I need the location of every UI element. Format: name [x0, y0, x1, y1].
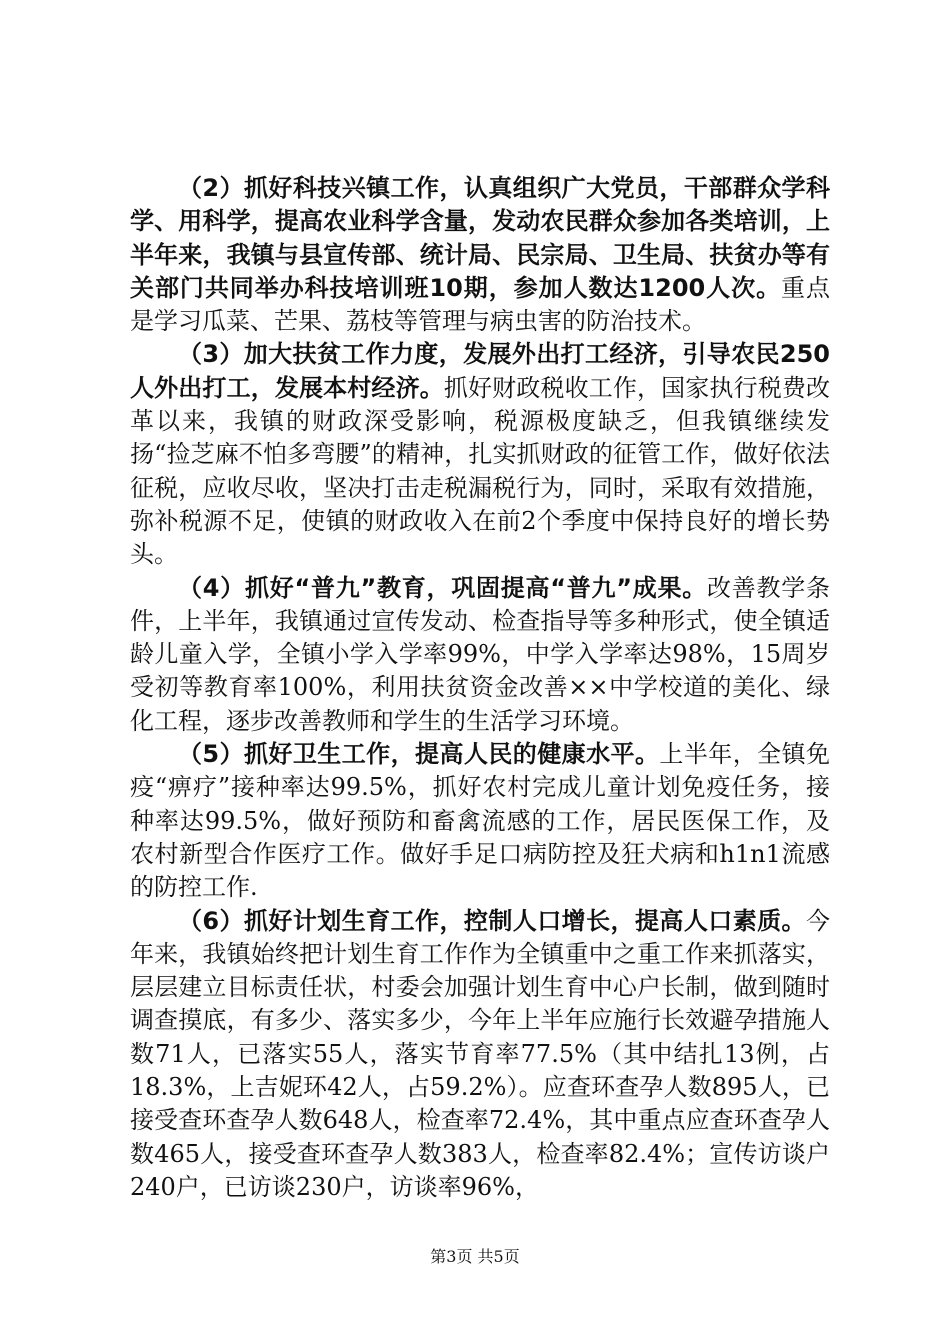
paragraph-6-heading: （6）抓好计划生育工作，控制人口增长，提高人口素质。 — [178, 906, 806, 935]
paragraph-5-body: 上半年，全镇免疫“痹疗”接种率达99.5%，抓好农村完成儿童计划免疫任务，接种率达99.5%，做好预防和畜禽流感的工作，居民医保工作，及农村新型合作医疗工作。做好手足口病防控及狂犬病和h1n1流感的防控工作. — [130, 740, 830, 902]
paragraph-6 — [130, 905, 830, 1205]
paragraph-6-body: 今年来，我镇始终把计划生育工作作为全镇重中之重工作来抓落实，层层建立目标责任状，村委会加强计划生育中心户长制，做到随时调查摸底，有多少、落实多少，今年上半年应施行长效避孕措施人数71人，已落实55人，落实节育率77.5%（其中结扎13例，占18.3%，上吉妮环42人，占59.2%）。应查环查孕人数895人，已接受查环查孕人数648人，检查率72.4%，其中重点应查环查孕人数465人，接受查环查孕人数383人，检查率82.4%；宣传访谈户240户，已访谈230户，访谈率96%， — [130, 906, 830, 1201]
paragraph-3 — [130, 338, 830, 571]
paragraph-5 — [130, 738, 830, 904]
paragraph-3-heading: （3）加大扶贫工作力度，发展外出打工经济，引导农民250人外出打工，发展本村经济。 — [130, 340, 830, 402]
paragraph-3-body: 抓好财政税收工作，国家执行税费改革以来，我镇的财政深受影响，税源极度缺乏，但我镇继续发扬“捡芝麻不怕多弯腰”的精神，扎实抓财政的征管工作，做好依法征税，应收尽收，坚决打击走税漏税行为，同时，采取有效措施，弥补税源不足，使镇的财政收入在前2个季度中保持良好的增长势头。 — [130, 373, 831, 569]
paragraph-4-body: 改善教学条件，上半年，我镇通过宣传发动、检查指导等多种形式，使全镇适龄儿童入学，全镇小学入学率99%，中学入学率达98%，15周岁受初等教育率100%，利用扶贫资金改善××中学校道的美化、绿化工程，逐步改善教师和学生的生活学习环境。 — [130, 573, 831, 735]
paragraph-2-body: 重点是学习瓜菜、芒果、荔枝等管理与病虫害的防治技术。 — [130, 273, 830, 336]
paragraph-4 — [130, 572, 830, 738]
paragraph-4-heading: （4）抓好“普九”教育，巩固提高“普九”成果。 — [178, 573, 708, 602]
paragraph-2-heading: （2）抓好科技兴镇工作，认真组织广大党员，干部群众学科学、用科学，提高农业科学含量，发动农民群众参加各类培训，上半年来，我镇与县宣传部、统计局、民宗局、卫生局、扶贫办等有关部门共同举办科技培训班10期，参加人数达1200人次。 — [130, 174, 830, 302]
document-body — [130, 172, 830, 1204]
paragraph-2 — [130, 172, 830, 338]
page-footer: 第3页 共5页 — [430, 1247, 520, 1266]
paragraph-5-heading: （5）抓好卫生工作，提高人民的健康水平。 — [178, 740, 660, 769]
